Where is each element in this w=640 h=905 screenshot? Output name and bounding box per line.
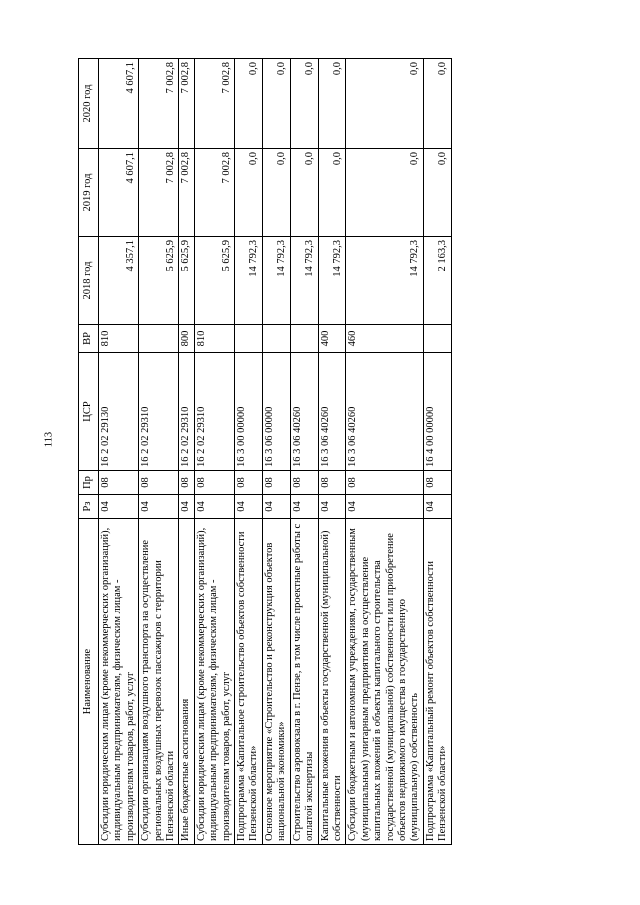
cell-name: Субсидии организациям воздушного транспорта на осуществление региональных воздушных перевозок пассажиров с территории Пензенской области xyxy=(139,519,179,845)
cell-name: Капитальные вложения в объекты государственной (муниципальной) собственности xyxy=(318,519,346,845)
table-row xyxy=(346,59,423,845)
cell-csr: 16 2 02 29310 xyxy=(194,353,234,471)
cell-2018: 5 625,9 xyxy=(179,237,194,325)
cell-vr xyxy=(139,325,179,353)
cell-2020: 7 002,8 xyxy=(179,59,194,149)
cell-2018: 5 625,9 xyxy=(194,237,234,325)
cell-2019: 0,0 xyxy=(318,149,346,237)
cell-csr: 16 3 06 40260 xyxy=(318,353,346,471)
cell-rz: 04 xyxy=(235,495,263,519)
cell-name: Основное мероприятие «Строительство и реконструкция объектов национальной экономики» xyxy=(262,519,290,845)
cell-pr: 08 xyxy=(99,471,139,495)
cell-csr: 16 4 00 00000 xyxy=(423,353,451,471)
cell-rz: 04 xyxy=(423,495,451,519)
cell-name: Субсидии бюджетным и автономным учреждениям, государственным (муниципальным) унитарным предприятиям на осуществление капитальных вложений в объекты капитального строительства государственной (муниципальной) собственности или приобретение объектов недвижимого имущества в государственную (муниципальную) собственность xyxy=(346,519,423,845)
cell-pr: 08 xyxy=(262,471,290,495)
cell-2019: 0,0 xyxy=(423,149,451,237)
cell-vr xyxy=(423,325,451,353)
budget-table xyxy=(78,58,452,845)
cell-2018: 4 357,1 xyxy=(99,237,139,325)
header-pr: Пр xyxy=(79,471,99,495)
cell-2018: 14 792,3 xyxy=(290,237,318,325)
cell-vr xyxy=(235,325,263,353)
cell-2020: 0,0 xyxy=(262,59,290,149)
cell-name: Иные бюджетные ассигнования xyxy=(179,519,194,845)
cell-2019: 0,0 xyxy=(262,149,290,237)
cell-rz: 04 xyxy=(318,495,346,519)
header-csr: ЦСР xyxy=(79,353,99,471)
table-row xyxy=(262,59,290,845)
cell-vr xyxy=(290,325,318,353)
cell-vr xyxy=(262,325,290,353)
cell-2018: 14 792,3 xyxy=(262,237,290,325)
cell-vr: 400 xyxy=(318,325,346,353)
cell-csr: 16 3 06 40260 xyxy=(290,353,318,471)
cell-2019: 4 607,1 xyxy=(99,149,139,237)
cell-name: Субсидии юридическим лицам (кроме некоммерческих организаций), индивидуальным предпринимателям, физическим лицам - производителям товаров, работ, услуг xyxy=(99,519,139,845)
cell-csr: 16 2 02 29310 xyxy=(179,353,194,471)
table-row xyxy=(99,59,139,845)
cell-rz: 04 xyxy=(346,495,423,519)
table-row xyxy=(235,59,263,845)
cell-rz: 04 xyxy=(99,495,139,519)
cell-pr: 08 xyxy=(346,471,423,495)
cell-csr: 16 2 02 29130 xyxy=(99,353,139,471)
cell-pr: 08 xyxy=(318,471,346,495)
cell-rz: 04 xyxy=(194,495,234,519)
cell-pr: 08 xyxy=(290,471,318,495)
table-row xyxy=(194,59,234,845)
cell-2020: 7 002,8 xyxy=(139,59,179,149)
cell-pr: 08 xyxy=(235,471,263,495)
cell-2020: 0,0 xyxy=(318,59,346,149)
header-2018: 2018 год xyxy=(79,237,99,325)
cell-2018: 14 792,3 xyxy=(318,237,346,325)
cell-2019: 7 002,8 xyxy=(179,149,194,237)
cell-2019: 7 002,8 xyxy=(139,149,179,237)
budget-table-rotated xyxy=(78,59,498,845)
header-name: Наименование xyxy=(79,519,99,845)
cell-csr: 16 3 06 40260 xyxy=(346,353,423,471)
cell-csr: 16 3 00 00000 xyxy=(235,353,263,471)
cell-name: Подпрограмма «Капитальное строительство объектов собственности Пензенской области» xyxy=(235,519,263,845)
cell-2019: 0,0 xyxy=(346,149,423,237)
cell-2020: 0,0 xyxy=(235,59,263,149)
cell-2019: 7 002,8 xyxy=(194,149,234,237)
cell-rz: 04 xyxy=(262,495,290,519)
cell-2019: 0,0 xyxy=(290,149,318,237)
cell-vr: 810 xyxy=(99,325,139,353)
cell-pr: 08 xyxy=(423,471,451,495)
cell-name: Подпрограмма «Капитальный ремонт объектов собственности Пензенской области» xyxy=(423,519,451,845)
page-number: 113 xyxy=(43,431,55,448)
table-row xyxy=(318,59,346,845)
table-row xyxy=(290,59,318,845)
cell-2018: 2 163,3 xyxy=(423,237,451,325)
cell-2020: 4 607,1 xyxy=(99,59,139,149)
cell-2018: 14 792,3 xyxy=(235,237,263,325)
header-rz: Рз xyxy=(79,495,99,519)
table-row xyxy=(179,59,194,845)
header-2020: 2020 год xyxy=(79,59,99,149)
cell-pr: 08 xyxy=(194,471,234,495)
cell-name: Субсидии юридическим лицам (кроме некоммерческих организаций), индивидуальным предпринимателям, физическим лицам - производителям товаров, работ, услуг xyxy=(194,519,234,845)
cell-2020: 0,0 xyxy=(290,59,318,149)
cell-2020: 0,0 xyxy=(423,59,451,149)
cell-rz: 04 xyxy=(139,495,179,519)
cell-name: Строительство аэровокзала в г. Пензе, в том числе проектные работы с оплатой экспертизы xyxy=(290,519,318,845)
cell-2018: 14 792,3 xyxy=(346,237,423,325)
cell-2020: 0,0 xyxy=(346,59,423,149)
cell-vr: 810 xyxy=(194,325,234,353)
cell-2019: 0,0 xyxy=(235,149,263,237)
header-vr: ВР xyxy=(79,325,99,353)
table-row xyxy=(139,59,179,845)
cell-2018: 5 625,9 xyxy=(139,237,179,325)
cell-csr: 16 3 06 00000 xyxy=(262,353,290,471)
cell-csr: 16 2 02 29310 xyxy=(139,353,179,471)
table-row xyxy=(423,59,451,845)
cell-pr: 08 xyxy=(139,471,179,495)
header-2019: 2019 год xyxy=(79,149,99,237)
table-header-row xyxy=(79,59,99,845)
cell-rz: 04 xyxy=(290,495,318,519)
cell-pr: 08 xyxy=(179,471,194,495)
cell-vr: 800 xyxy=(179,325,194,353)
cell-2020: 7 002,8 xyxy=(194,59,234,149)
cell-vr: 460 xyxy=(346,325,423,353)
cell-rz: 04 xyxy=(179,495,194,519)
